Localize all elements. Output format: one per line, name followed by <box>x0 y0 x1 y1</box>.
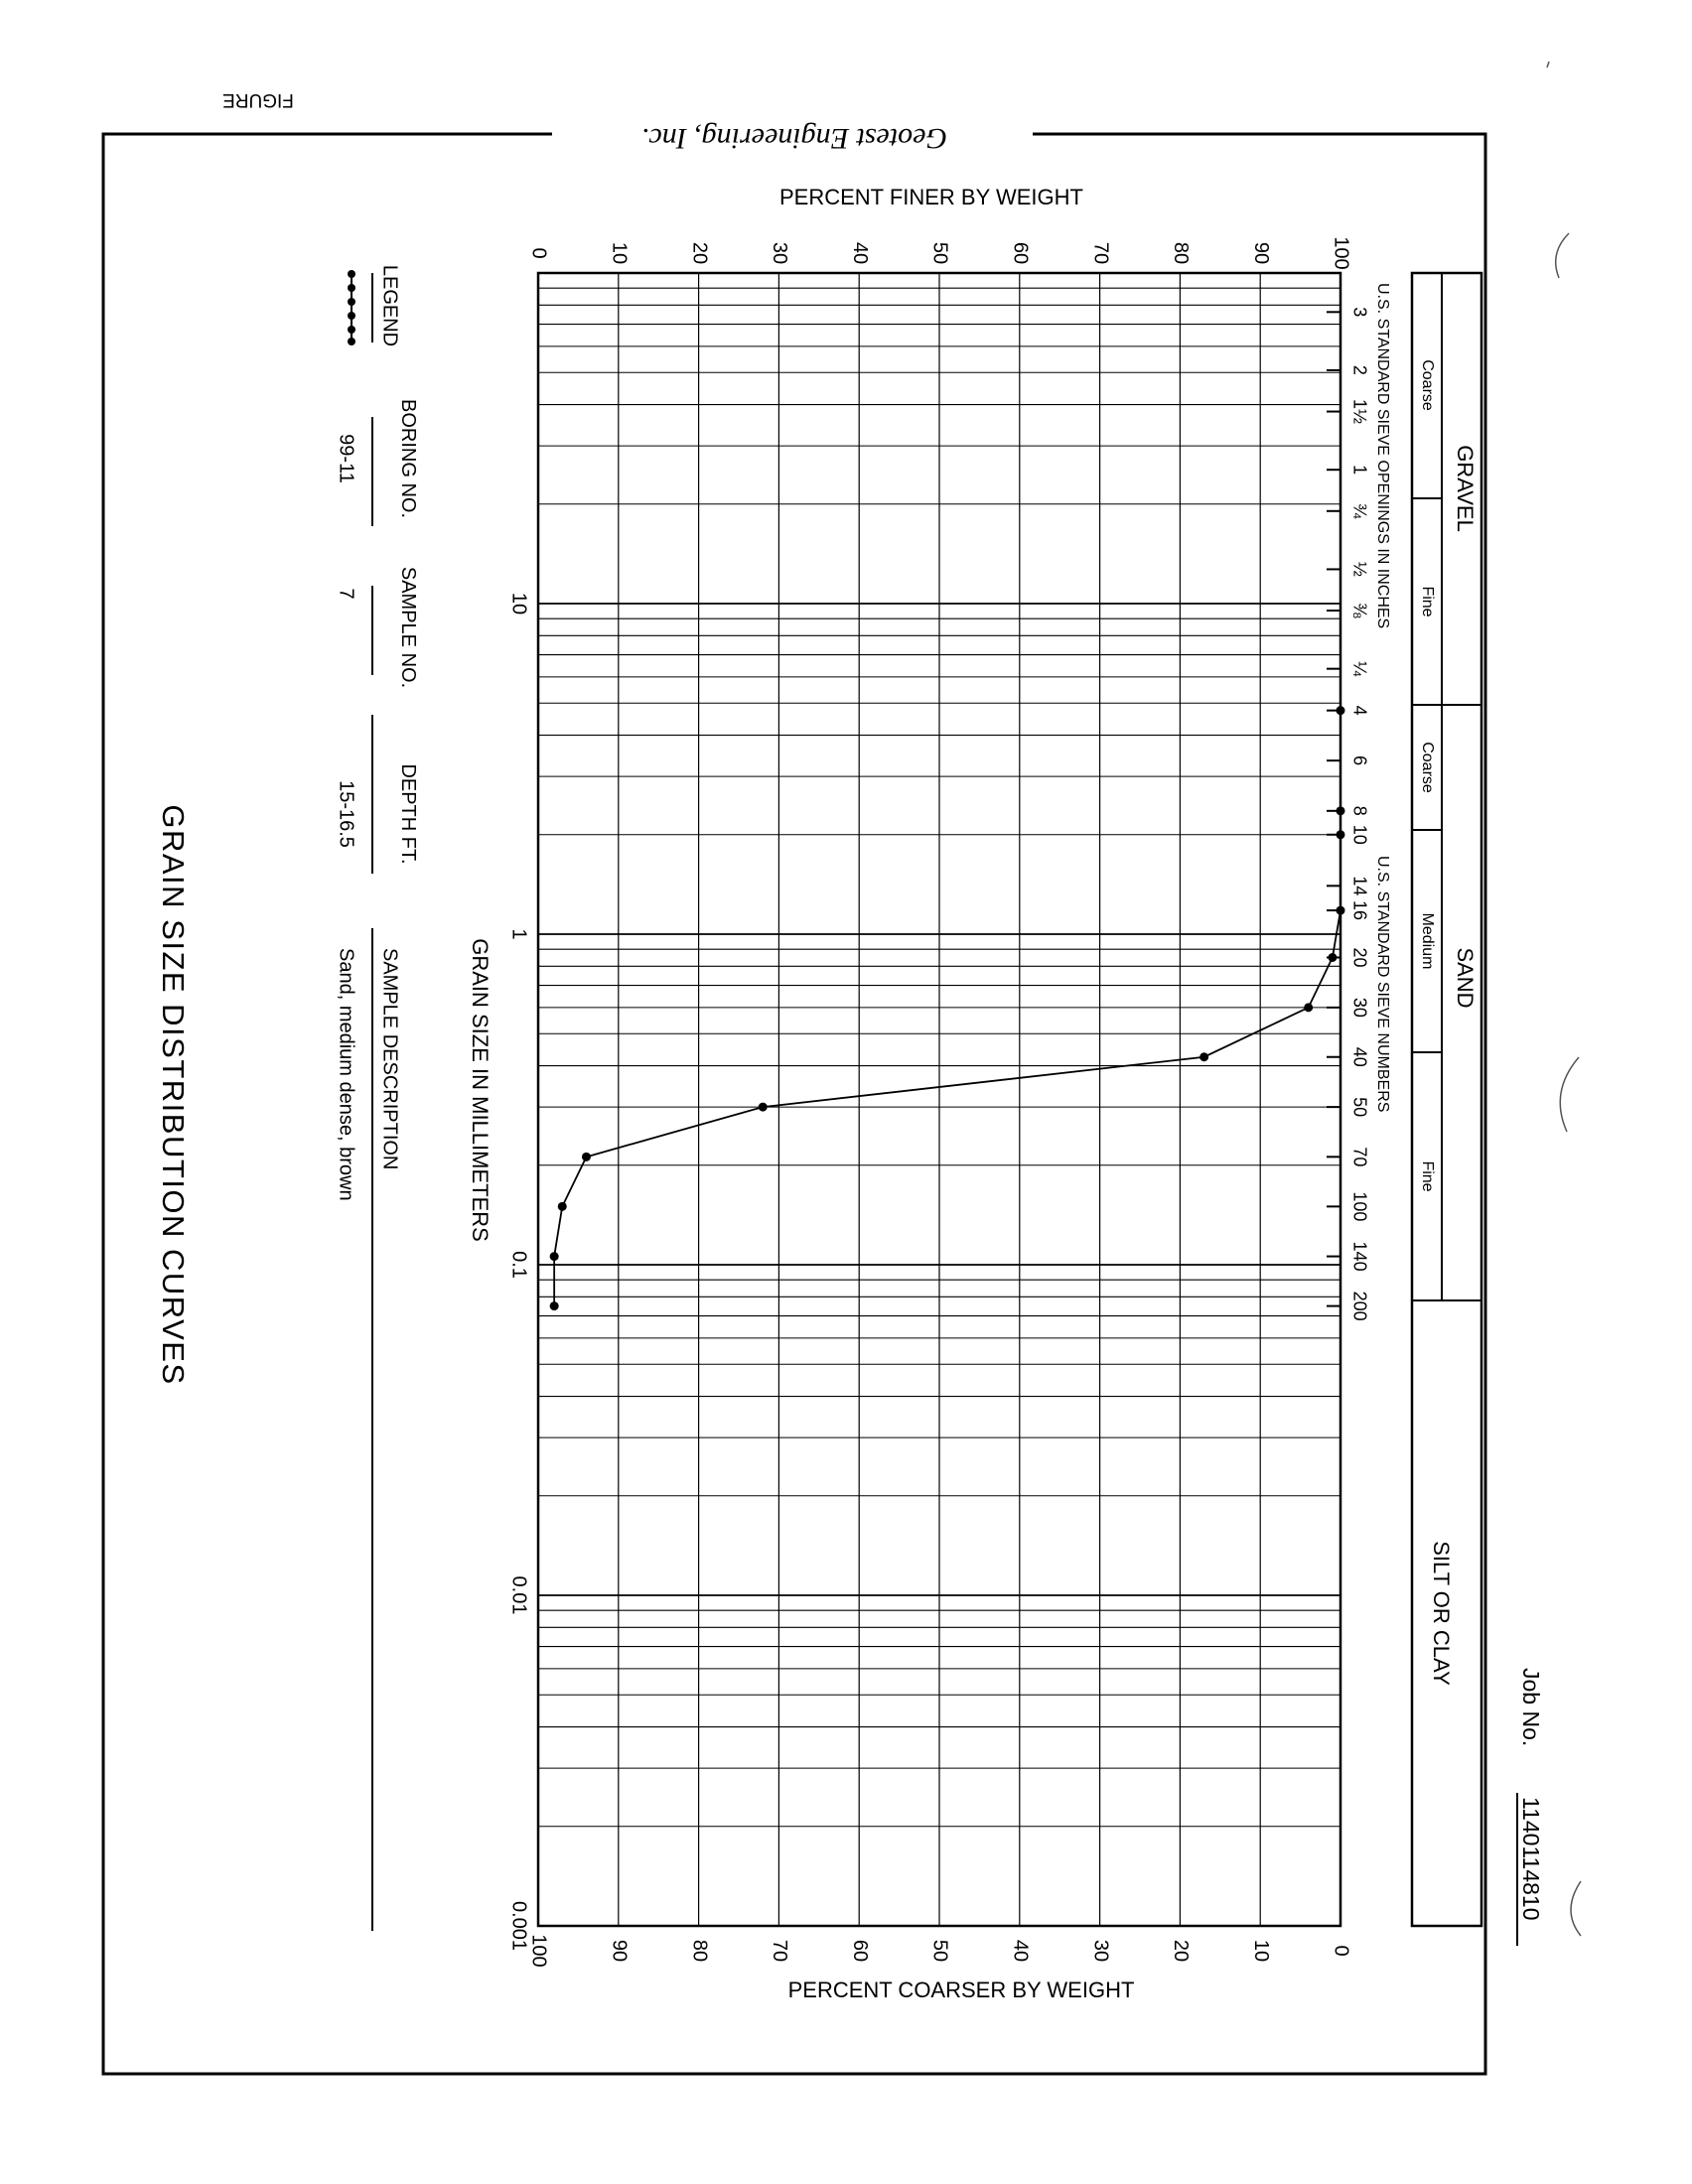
data-point <box>550 1252 559 1261</box>
job-label: Job No. <box>1517 1668 1544 1747</box>
sieve-label: 20 <box>1349 947 1370 968</box>
sieve-label: 200 <box>1349 1291 1370 1321</box>
data-point <box>558 1202 567 1211</box>
percent-coarser-tick-label: 30 <box>1089 1939 1112 1963</box>
percent-coarser-tick-label: 50 <box>928 1939 951 1963</box>
data-point <box>1199 1052 1208 1061</box>
sieve-label: 6 <box>1349 755 1370 766</box>
job-number: 1140114810 <box>1517 1797 1544 1921</box>
data-point <box>1304 1003 1313 1012</box>
percent-finer-tick-label: 20 <box>688 241 711 265</box>
sieve-label: 1½ <box>1349 399 1370 425</box>
legend-header: LEGEND <box>378 264 401 347</box>
gravel-fine-label: Fine <box>1418 586 1436 617</box>
binder-hole-mark-2 <box>1560 1057 1579 1132</box>
gravel-coarse-label: Coarse <box>1418 359 1436 411</box>
sample-header: SAMPLE NO. <box>397 566 419 689</box>
sieve-label: 50 <box>1349 1097 1370 1118</box>
sieve-numbers-header: U.S. STANDARD SIEVE NUMBERS <box>1373 856 1391 1113</box>
chart-series <box>550 706 1345 1310</box>
percent-coarser-tick-label: 70 <box>769 1939 791 1963</box>
percent-coarser-tick-label: 90 <box>608 1939 631 1963</box>
grain-size-tick-label: 0.1 <box>507 1251 530 1279</box>
sieve-label: 100 <box>1349 1191 1370 1222</box>
percent-finer-tick-label: 10 <box>608 241 631 265</box>
chart-grid <box>538 273 1340 1926</box>
depth-value: 15-16.5 <box>335 780 357 848</box>
description-header: SAMPLE DESCRIPTION <box>378 948 401 1170</box>
sand-label: SAND <box>1453 947 1479 1009</box>
sand-medium-label: Medium <box>1418 912 1436 970</box>
sieve-label: 40 <box>1349 1046 1370 1067</box>
x-axis-title: GRAIN SIZE IN MILLIMETERS <box>468 938 494 1242</box>
sheet-title: GRAIN SIZE DISTRIBUTION CURVES <box>155 804 191 1386</box>
sieve-label: 4 <box>1349 705 1370 716</box>
sand-coarse-label: Coarse <box>1418 742 1436 793</box>
sieve-label: 16 <box>1349 900 1370 921</box>
gravel-label: GRAVEL <box>1453 445 1479 532</box>
boring-header: BORING NO. <box>397 398 419 519</box>
sample-value: 7 <box>335 588 357 600</box>
sieve-label: 10 <box>1349 824 1370 845</box>
percent-finer-tick-label: 30 <box>769 241 791 265</box>
percent-finer-tick-label: 100 <box>1330 236 1352 270</box>
sand-fine-label: Fine <box>1418 1160 1436 1192</box>
sieve-label: ⅜ <box>1349 603 1370 618</box>
silt-clay-label: SILT OR CLAY <box>1429 1541 1455 1686</box>
binder-hole-mark-1 <box>1556 233 1569 278</box>
sieve-label: 8 <box>1349 805 1370 816</box>
grain-size-tick-label: 10 <box>507 592 530 615</box>
sieve-inches-header: U.S. STANDARD SIEVE OPENINGS IN INCHES <box>1373 283 1391 629</box>
percent-finer-tick-label: 80 <box>1170 241 1193 265</box>
sieve-label: 30 <box>1349 997 1370 1018</box>
sieve-label: 140 <box>1349 1241 1370 1272</box>
sieve-label: ½ <box>1349 561 1370 577</box>
sieve-label: ¼ <box>1349 661 1370 677</box>
grain-size-tick-label: 1 <box>507 928 530 940</box>
binder-hole-mark-3 <box>1571 1881 1581 1936</box>
series-line-99-11 <box>554 711 1340 1306</box>
grain-size-tick-label: 0.01 <box>507 1575 530 1615</box>
data-point <box>1328 953 1337 962</box>
percent-finer-tick-label: 40 <box>848 241 871 265</box>
percent-coarser-tick-label: 100 <box>527 1934 550 1968</box>
data-point <box>582 1153 591 1161</box>
percent-coarser-tick-label: 60 <box>848 1939 871 1963</box>
percent-coarser-tick-label: 20 <box>1170 1939 1193 1963</box>
percent-coarser-tick-label: 0 <box>1330 1945 1352 1957</box>
percent-coarser-tick-label: 40 <box>1009 1939 1032 1963</box>
y-axis-title: PERCENT FINER BY WEIGHT <box>778 184 1084 209</box>
data-point <box>759 1103 768 1112</box>
percent-finer-tick-label: 0 <box>527 247 550 259</box>
sieve-label: ¾ <box>1349 503 1370 519</box>
y-axis-secondary-title: PERCENT COARSER BY WEIGHT <box>787 1977 1135 2002</box>
boring-value: 99-11 <box>335 434 357 483</box>
depth-header: DEPTH FT. <box>397 763 419 865</box>
sieve-label: 70 <box>1349 1147 1370 1167</box>
percent-finer-tick-label: 90 <box>1249 241 1272 265</box>
percent-finer-tick-label: 50 <box>928 241 951 265</box>
percent-coarser-tick-label: 10 <box>1249 1939 1272 1963</box>
legend-symbol <box>348 270 355 345</box>
company-name: Geotest Engineering, Inc. <box>640 122 948 156</box>
percent-finer-tick-label: 70 <box>1089 241 1112 265</box>
figure-label: FIGURE <box>222 88 294 110</box>
scan-mark-4 <box>1547 62 1549 68</box>
sieve-label: 14 <box>1349 876 1370 896</box>
sieve-label: 1 <box>1349 465 1370 476</box>
sieve-label: 3 <box>1349 307 1370 318</box>
percent-coarser-tick-label: 80 <box>688 1939 711 1963</box>
description-value: Sand, medium dense, brown <box>335 948 357 1201</box>
percent-finer-tick-label: 60 <box>1009 241 1032 265</box>
grain-size-tick-label: 0.001 <box>507 1900 530 1952</box>
sieve-label: 2 <box>1349 364 1370 375</box>
data-point <box>550 1301 559 1310</box>
